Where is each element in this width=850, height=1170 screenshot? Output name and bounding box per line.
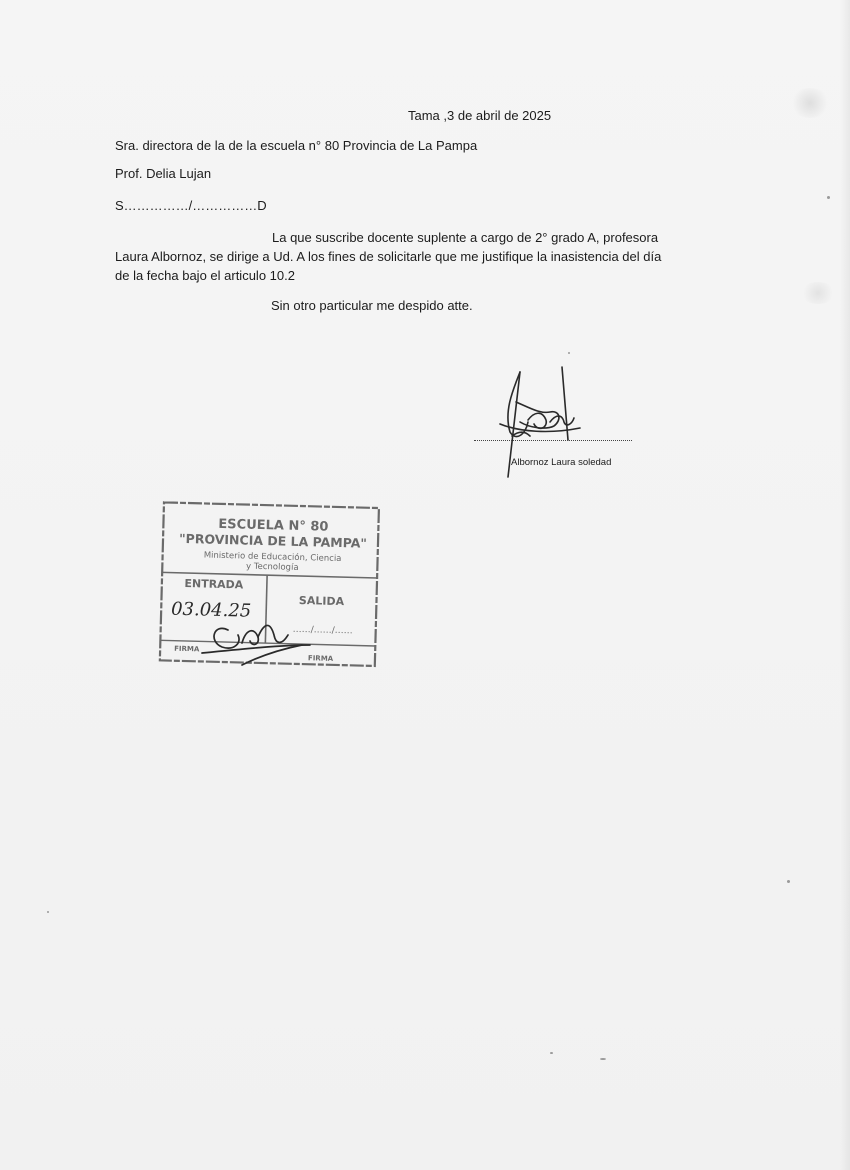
stamp-firma-right: FIRMA: [307, 654, 334, 663]
scan-speck: [787, 880, 790, 883]
scan-speck: [47, 911, 49, 913]
salutation: S……………/……………D: [115, 198, 267, 213]
scan-speck: [827, 196, 830, 199]
signature-line: [474, 440, 632, 441]
letter-body: [115, 228, 715, 285]
stamp-entry-date: 03.04.25: [170, 598, 252, 622]
stamp-school: ESCUELA N° 80: [218, 516, 329, 535]
scan-smudge: [790, 88, 830, 118]
signer-name: Albornoz Laura soledad: [511, 457, 612, 468]
stamp-exit-date: ……/……/……: [292, 624, 353, 637]
recipient-name: Prof. Delia Lujan: [115, 166, 212, 181]
date-line: Tama ,3 de abril de 2025: [408, 108, 552, 123]
closing-line: Sin otro particular me despido atte.: [271, 298, 473, 313]
body-line-3: de la fecha bajo el articulo 10.2: [115, 268, 295, 283]
body-line-1: La que suscribe docente suplente a cargo de 2° grado A, profesora: [272, 230, 659, 245]
scan-speck: [600, 1058, 606, 1060]
stamp-firma-left: FIRMA: [174, 644, 200, 654]
stamp-ministry-2: y Tecnología: [245, 561, 299, 573]
recipient-line: Sra. directora de la de la escuela n° 80 Provincia de La Pampa: [115, 138, 478, 153]
scan-edge: [840, 0, 850, 1170]
body-line-2: Laura Albornoz, se dirige a Ud. A los fines de solicitarle que me justifique la inasistencia del día: [115, 249, 662, 264]
stamp-entry-label: ENTRADA: [184, 576, 244, 592]
scan-speck: [550, 1052, 553, 1054]
stamp-ministry-1: Ministerio de Educación, Ciencia: [203, 550, 342, 565]
scan-smudge: [800, 282, 836, 304]
stamp-province: "PROVINCIA DE LA PAMPA": [178, 530, 368, 551]
scan-speck: [568, 352, 570, 354]
stamp-exit-label: SALIDA: [298, 593, 345, 609]
school-stamp: [142, 495, 392, 675]
